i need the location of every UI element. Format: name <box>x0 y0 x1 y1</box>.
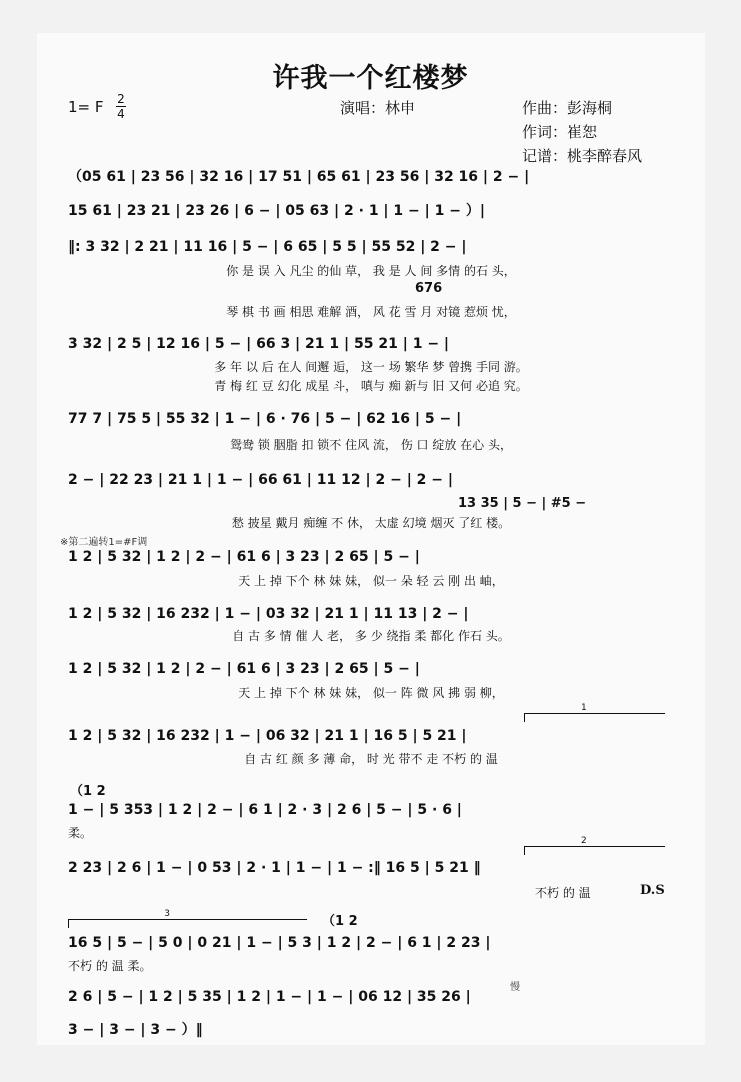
notation-row-15: 3 − | 3 − | 3 − ）‖ <box>68 1022 203 1038</box>
lyric-row-12: 不朽 的 温 <box>535 886 591 900</box>
time-signature <box>116 93 126 120</box>
time-top: 2 <box>117 92 125 106</box>
lyric-row-3: 多 年 以 后 在人 间邂 逅， 这一 场 繁华 梦 曾携 手同 游。 <box>214 360 528 374</box>
lyric-row-5: 鸳鸯 锁 胭脂 扣 锁不 住风 流， 伤 口 绽放 在心 头， <box>230 438 512 452</box>
lyric-row-1: 你 是 误 入 凡尘 的仙 草， 我 是 人 间 多情 的石 头， <box>226 264 516 278</box>
song-title: 许我一个红楼梦 <box>272 63 469 94</box>
key-change-note: ※第二遍转1=#F调 <box>60 537 148 548</box>
key-signature: 1= F <box>68 98 104 116</box>
paren-notes-b: （1 2 <box>322 914 358 929</box>
notation-row-4: 3 32 | 2 5 | 12 16 | 5 − | 66 3 | 21 1 | 55 21 | 1 − | <box>68 336 450 352</box>
volta-3: 3 <box>68 919 307 928</box>
lyric-row-4: 青 梅 红 豆 幻化 成星 斗， 嗔与 痴 新与 旧 又何 必追 究。 <box>214 379 528 393</box>
notation-row-14: 2 6 | 5 − | 1 2 | 5 35 | 1 2 | 1 − | 1 − | 06 12 | 35 26 | <box>68 989 471 1005</box>
notation-row-12: 2 23 | 2 6 | 1 − | 0 53 | 2 · 1 | 1 − | 1 − :‖ 16 5 | 5 21 ‖ <box>68 860 481 876</box>
notation-row-2: 15 61 | 23 21 | 23 26 | 6 − | 05 63 | 2 · 1 | 1 − | 1 − ）| <box>68 203 485 219</box>
lyric-row-8: 自 古 多 情 催 人 老， 多 少 绕指 柔 都化 作石 头。 <box>232 629 510 643</box>
lyric-row-6: 愁 披星 戴月 痴缠 不 休， 太虚 幻境 烟灭 了红 楼。 <box>231 516 511 530</box>
notation-row-6: 2 − | 22 23 | 21 1 | 1 − | 66 61 | 11 12 | 2 − | 2 − | <box>68 472 454 488</box>
paren-notes-a: （1 2 <box>70 784 106 799</box>
volta-1: 1 <box>524 713 665 722</box>
lyric-row-10: 自 古 红 颜 多 薄 命， 时 光 带不 走 不朽 的 温 <box>244 752 498 766</box>
notation-row-10: 1 2 | 5 32 | 16 232 | 1 − | 06 32 | 21 1 | 16 5 | 5 21 | <box>68 728 467 744</box>
notation-row-9: 1 2 | 5 32 | 1 2 | 2 − | 61 6 | 3 23 | 2 65 | 5 − | <box>68 661 420 677</box>
slow-marking: 慢 <box>510 982 520 993</box>
lyricist-credit: 作词：崔恕 <box>522 123 598 141</box>
volta-2: 2 <box>524 846 665 855</box>
lyric-row-9: 天 上 掉 下个 林 妹 妹， 似一 阵 微 风 拂 弱 柳， <box>238 686 504 700</box>
notation-row-13: 16 5 | 5 − | 5 0 | 0 21 | 1 − | 5 3 | 1 2 | 2 − | 6 1 | 2 23 | <box>68 935 491 951</box>
notation-row-3: ‖: 3 32 | 2 21 | 11 16 | 5 − | 6 65 | 5 5 | 55 52 | 2 − | <box>68 239 467 255</box>
ds-marking: D.S <box>640 883 665 898</box>
singer-credit: 演唱：林申 <box>340 99 416 117</box>
notation-row-11: 1 − | 5 353 | 1 2 | 2 − | 6 1 | 2 · 3 | 2 6 | 5 − | 5 · 6 | <box>68 802 462 818</box>
notation-row-8: 1 2 | 5 32 | 16 232 | 1 − | 03 32 | 21 1 | 11 13 | 2 − | <box>68 606 469 622</box>
lyric-row-7: 天 上 掉 下个 林 妹 妹， 似一 朵 轻 云 刚 出 岫， <box>238 574 504 588</box>
lyric-row-11: 柔。 <box>68 826 93 840</box>
alt-row: 13 35 | 5 − | #5 − <box>458 496 587 511</box>
notation-row-7: 1 2 | 5 32 | 1 2 | 2 − | 61 6 | 3 23 | 2 65 | 5 − | <box>68 549 420 565</box>
alt-notes: 676 <box>415 281 443 296</box>
notation-row-1: （05 61 | 23 56 | 32 16 | 17 51 | 65 61 | 23 56 | 32 16 | 2 − | <box>68 169 530 185</box>
transcriber-credit: 记谱：桃李醉春风 <box>522 147 643 165</box>
notation-row-5: 77 7 | 75 5 | 55 32 | 1 − | 6 · 76 | 5 − | 62 16 | 5 − | <box>68 411 462 427</box>
lyric-row-2: 琴 棋 书 画 相思 难解 酒， 风 花 雪 月 对镜 惹烦 忧， <box>226 305 516 319</box>
lyric-row-13: 不朽 的 温 柔。 <box>68 959 152 973</box>
composer-credit: 作曲：彭海桐 <box>522 99 613 117</box>
time-bottom: 4 <box>117 107 125 121</box>
